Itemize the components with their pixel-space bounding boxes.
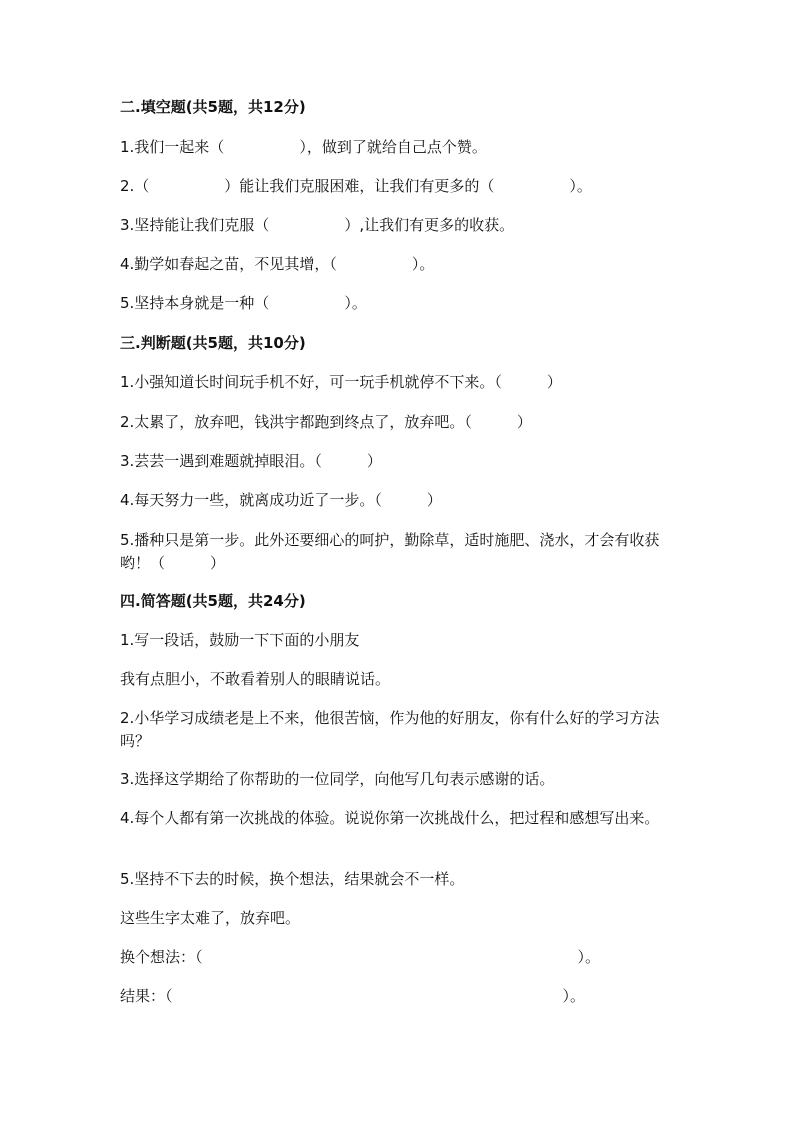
answer-question-5-prompt: 这些生字太难了，放弃吧。	[120, 909, 301, 927]
answer-question-5: 5.坚持不下去的时候，换个想法，结果就会不一样。	[120, 870, 465, 888]
answer-question-1: 1.写一段话，鼓励一下下面的小朋友	[120, 631, 360, 649]
section-heading-true-false: 三.判断题(共5题，共10分)	[120, 334, 306, 352]
fill-question-5: 5.坚持本身就是一种（ ）。	[120, 294, 367, 312]
section-heading-short-answer: 四.简答题(共5题，共24分)	[120, 592, 306, 610]
answer-question-2: 2.小华学习成绩老是上不来，他很苦恼，作为他的好朋友，你有什么好的学习方法吗？	[120, 709, 660, 750]
judge-question-2: 2.太累了，放弃吧，钱洪宇都跑到终点了，放弃吧。（ ）	[120, 413, 532, 431]
judge-question-1: 1.小强知道长时间玩手机不好，可一玩手机就停不下来。（ ）	[120, 373, 562, 391]
section-heading-fill-in: 二.填空题(共5题，共12分)	[120, 98, 306, 116]
fill-question-1: 1.我们一起来（ ），做到了就给自己点个赞。	[120, 138, 487, 156]
judge-question-5: 5.播种只是第一步。此外还要细心的呵护，勤除草，适时施肥、浇水，才会有收获哟！（ ）	[120, 531, 660, 572]
judge-question-3: 3.芸芸一遇到难题就掉眼泪。（ ）	[120, 452, 382, 470]
judge-question-4: 4.每天努力一些，就离成功近了一步。（ ）	[120, 491, 442, 509]
fill-question-4: 4.勤学如春起之苗，不见其增，（ ）。	[120, 255, 435, 273]
fill-question-3: 3.坚持能让我们克服（ ）,让我们有更多的收获。	[120, 216, 515, 234]
answer-question-3: 3.选择这学期给了你帮助的一位同学，向他写几句表示感谢的话。	[120, 770, 555, 788]
answer-question-4: 4.每个人都有第一次挑战的体验。说说你第一次挑战什么，把过程和感想写出来。	[120, 809, 660, 827]
fill-question-2: 2.（ ）能让我们克服困难，让我们有更多的（ ）。	[120, 177, 592, 195]
answer-question-5-result: 结果：（ ）。	[120, 987, 586, 1005]
answer-question-1-prompt: 我有点胆小，不敢看着别人的眼睛说话。	[120, 670, 391, 688]
answer-question-5-change-thought: 换个想法：（ ）。	[120, 948, 601, 966]
